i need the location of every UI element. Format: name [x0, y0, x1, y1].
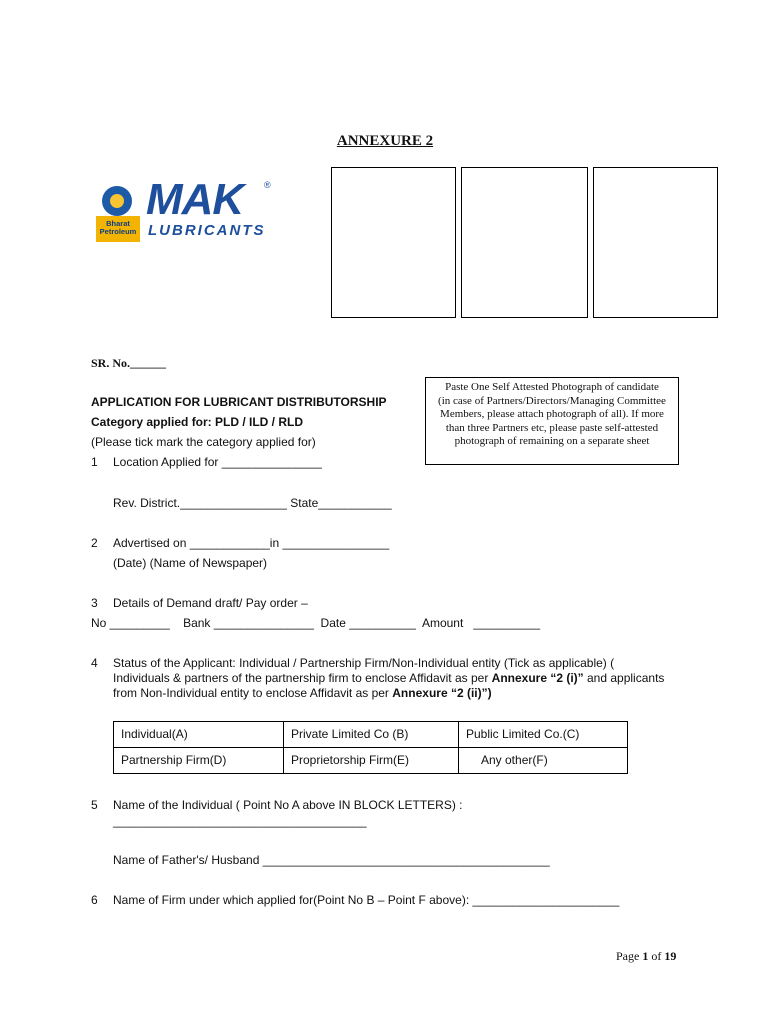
photo-box-2 [461, 167, 588, 318]
advertised-caption: (Date) (Name of Newspaper) [113, 556, 268, 570]
photo-box-1 [331, 167, 456, 318]
advertised-field[interactable]: Advertised on ____________in ________________ [113, 536, 390, 550]
sr-number: SR. No.______ [91, 356, 167, 370]
table-row [114, 748, 628, 774]
item-number: 6 [91, 893, 98, 907]
annexure-2ii-ref: Annexure “2 (ii)”) [392, 686, 492, 700]
demand-draft-label: Details of Demand draft/ Pay order – [113, 596, 308, 610]
annexure-title: ANNEXURE 2 [336, 133, 434, 149]
status-option-other[interactable]: Any other(F) [459, 748, 628, 774]
category-line: Category applied for: PLD / ILD / RLD [91, 415, 304, 429]
item-number: 5 [91, 798, 98, 812]
status-option-individual[interactable]: Individual(A) [114, 722, 284, 748]
registered-mark: ® [264, 180, 271, 190]
individual-name-field[interactable]: ______________________________________ [113, 814, 367, 828]
bharat-petroleum-logo [96, 186, 140, 241]
photo-note-line: photograph of remaining on a separate sheet [454, 435, 650, 447]
item-number: 4 [91, 656, 98, 670]
item-number: 1 [91, 455, 98, 469]
bp-emblem-icon [102, 186, 132, 216]
location-field[interactable]: Location Applied for _______________ [113, 455, 322, 469]
badge-line1: Bharat [106, 219, 130, 228]
page-number: Page 1 of 19 [616, 949, 677, 963]
status-line1: Status of the Applicant: Individual / Partnership Firm/Non-Individual entity (Tick as applicable) ( [113, 656, 615, 670]
individual-name-label: Name of the Individual ( Point No A above IN BLOCK LETTERS) : [113, 798, 463, 812]
status-option-public-ltd[interactable]: Public Limited Co.(C) [459, 722, 628, 748]
status-option-proprietorship[interactable]: Proprietorship Firm(E) [284, 748, 459, 774]
annexure-2i-ref: Annexure “2 (i)” [491, 671, 584, 685]
status-option-private-ltd[interactable]: Private Limited Co (B) [284, 722, 459, 748]
table-row [114, 722, 628, 748]
item-number: 2 [91, 536, 98, 550]
photo-note-line: than three Partners etc, please paste self-attested [445, 421, 659, 434]
tick-note: (Please tick mark the category applied for) [91, 435, 316, 449]
status-table [113, 721, 628, 774]
father-husband-field[interactable]: Name of Father's/ Husband ___________________________________________ [113, 853, 550, 867]
status-line3: from Non-Individual entity to enclose Affidavit as per Annexure “2 (ii)”) [113, 686, 492, 700]
item-number: 3 [91, 596, 98, 610]
subbrand-name: LUBRICANTS [148, 222, 266, 239]
district-state-field[interactable]: Rev. District.________________ State___________ [113, 496, 392, 510]
firm-name-field[interactable]: Name of Firm under which applied for(Point No B – Point F above): ______________________ [113, 893, 620, 907]
photo-instructions-box [425, 377, 679, 465]
application-title: APPLICATION FOR LUBRICANT DISTRIBUTORSHIP [91, 395, 387, 409]
photo-note-line: Paste One Self Attested Photograph of candidate [445, 381, 659, 393]
badge-line2: Petroleum [99, 227, 137, 236]
demand-draft-fields[interactable]: No _________ Bank _______________ Date __________ Amount __________ [91, 616, 541, 630]
photo-box-3 [593, 167, 718, 318]
status-line2: Individuals & partners of the partnership firm to enclose Affidavit as per Annexure “2 (i)” and applicants [113, 671, 665, 685]
status-option-partnership[interactable]: Partnership Firm(D) [114, 748, 284, 774]
photo-note-line: Members, please attach photograph of all). If more [440, 408, 664, 420]
brand-name: MAK [146, 175, 244, 224]
photo-note-line: (in case of Partners/Directors/Managing Committee [438, 394, 666, 407]
mak-lubricants-logo [96, 175, 276, 245]
